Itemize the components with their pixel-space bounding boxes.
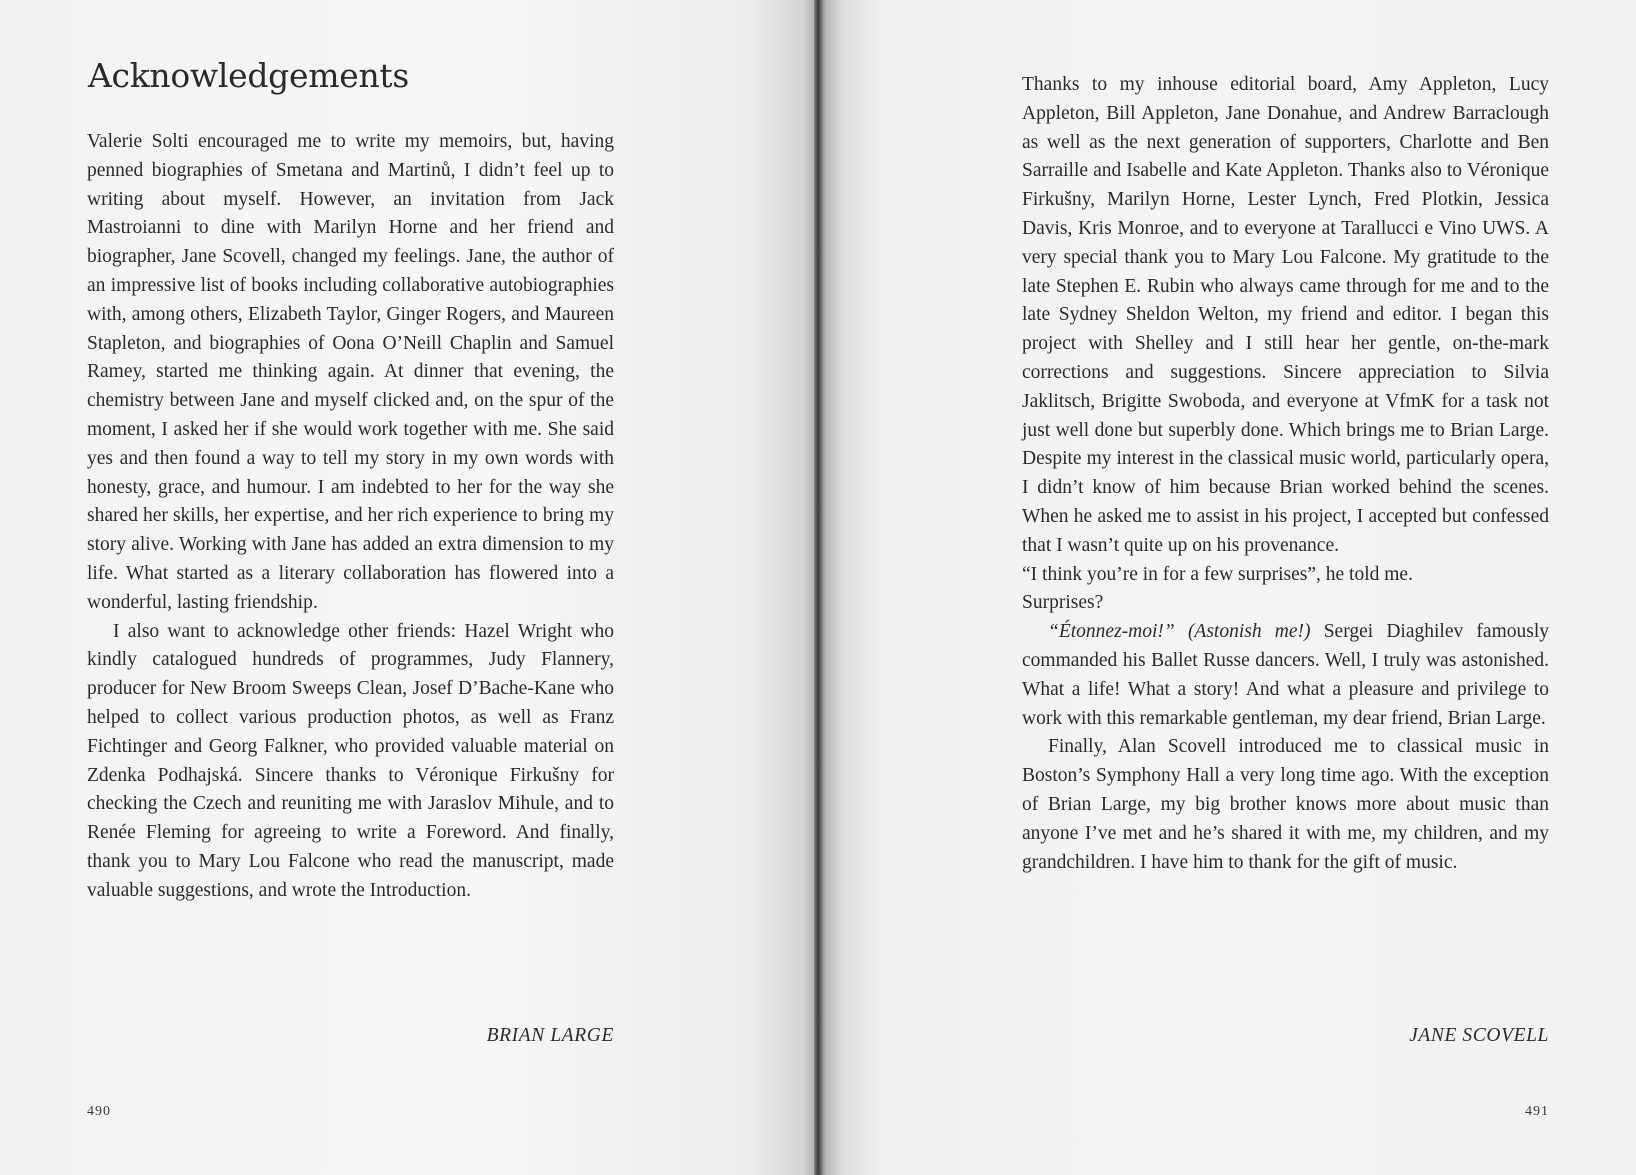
right-paragraph-1: Thanks to my inhouse editorial board, Amy Appleton, Lucy Appleton, Bill Appleton, Jane Donahue, and Andrew Barraclough as well as the next generation of supporters, Charlotte and Ben Sarraille and Isabelle and Kate Appleton. Thanks also to Véronique Firkušny, Marilyn Horne, Lester Lynch, Fred Plotkin, Jessica Davis, Kris Monroe, and to everyone at Tarallucci e Vino UWS. A very special thank you to Mary Lou Falcone. My gratitude to the late Stephen E. Rubin who always came through for me and to the late Sydney Sheldon Welton, my friend and editor. I began this project with Shelley and I still hear her gentle, on-the-mark corrections and suggestions. Sincere appreciation to Silvia Jaklitsch, Brigitte Swoboda, and everyone at VfmK for a task not just well done but superbly done. Which brings me to Brian Large. Despite my interest in the classical music world, particularly opera, I didn’t know of him because Brian worked behind the scenes. When he asked me to assist in his project, I accepted but confessed that I wasn’t quite up on his provenance. bbox=[1022, 74, 1549, 556]
left-text-block bbox=[87, 128, 614, 906]
page-heading: Acknowledgements bbox=[88, 56, 410, 95]
left-paragraph-2: I also want to acknowledge other friends: Hazel Wright who kindly catalogued hundreds of programmes, Judy Flannery, producer for New Broom Sweeps Clean, Josef D’Bache-Kane who helped to collect various production photos, as well as Franz Fichtinger and Georg Falkner, who provided valuable material on Zdenka Podhajská. Sincere thanks to Véronique Firkušny for checking the Czech and reuniting me with Jaraslov Mihule, and to Renée Fleming for agreeing to write a Foreword. And finally, thank you to Mary Lou Falcone who read the manuscript, made valuable suggestions, and wrote the Introduction. bbox=[87, 620, 614, 901]
right-surprises-line: Surprises? bbox=[1022, 592, 1104, 614]
right-paragraph-2-text: Sergei Diaghilev famously commanded his Ballet Russe dancers. Well, I truly was astonished. What a life! What a story! And what a pleasure and privilege to work with this remarkable gentleman, my dear friend, Brian Large. bbox=[1022, 621, 1549, 729]
book-gutter bbox=[814, 0, 822, 1175]
right-page-number: 491 bbox=[1525, 1104, 1549, 1119]
left-page-number: 490 bbox=[87, 1104, 111, 1119]
right-paragraph-2-italic-b: (Astonish me!) bbox=[1187, 621, 1311, 643]
right-paragraph-2-italic-a: “Étonnez-moi!” bbox=[1048, 621, 1175, 643]
left-paragraph-1: Valerie Solti encouraged me to write my memoirs, but, having penned biographies of Smetana and Martinů, I didn’t feel up to writing about myself. However, an invitation from Jack Mastroianni to dine with Marilyn Horne and her friend and biographer, Jane Scovell, changed my feelings. Jane, the author of an impressive list of books including collaborative autobiographies with, among others, Elizabeth Taylor, Ginger Rogers, and Maureen Stapleton, and biographies of Oona O’Neill Chaplin and Samuel Ramey, started me thinking again. At dinner that evening, the chemistry between Jane and myself clicked and, on the spur of the moment, I asked her if she would work together with me. She said yes and then found a way to tell my story in my own words with honesty, grace, and humour. I am indebted to her for the way she shared her skills, her expertise, and her rich experience to bring my story alive. Working with Jane has added an extra dimension to my life. What started as a literary collaboration has flowered into a wonderful, lasting friendship. bbox=[87, 131, 614, 613]
left-signature: BRIAN LARGE bbox=[486, 1025, 614, 1046]
right-paragraph-3: Finally, Alan Scovell introduced me to classical music in Boston’s Symphony Hall a very long time ago. With the exception of Brian Large, my big brother knows more about music than anyone I’ve met and he’s shared it with me, my children, and my grandchildren. I have him to thank for the gift of music. bbox=[1022, 736, 1549, 873]
right-quote-line: “I think you’re in for a few surprises”, he told me. bbox=[1022, 563, 1413, 585]
right-paragraph-2 bbox=[1022, 618, 1549, 733]
right-signature: JANE SCOVELL bbox=[1409, 1025, 1549, 1046]
right-text-block bbox=[1022, 71, 1549, 877]
right-page bbox=[818, 0, 1636, 1175]
